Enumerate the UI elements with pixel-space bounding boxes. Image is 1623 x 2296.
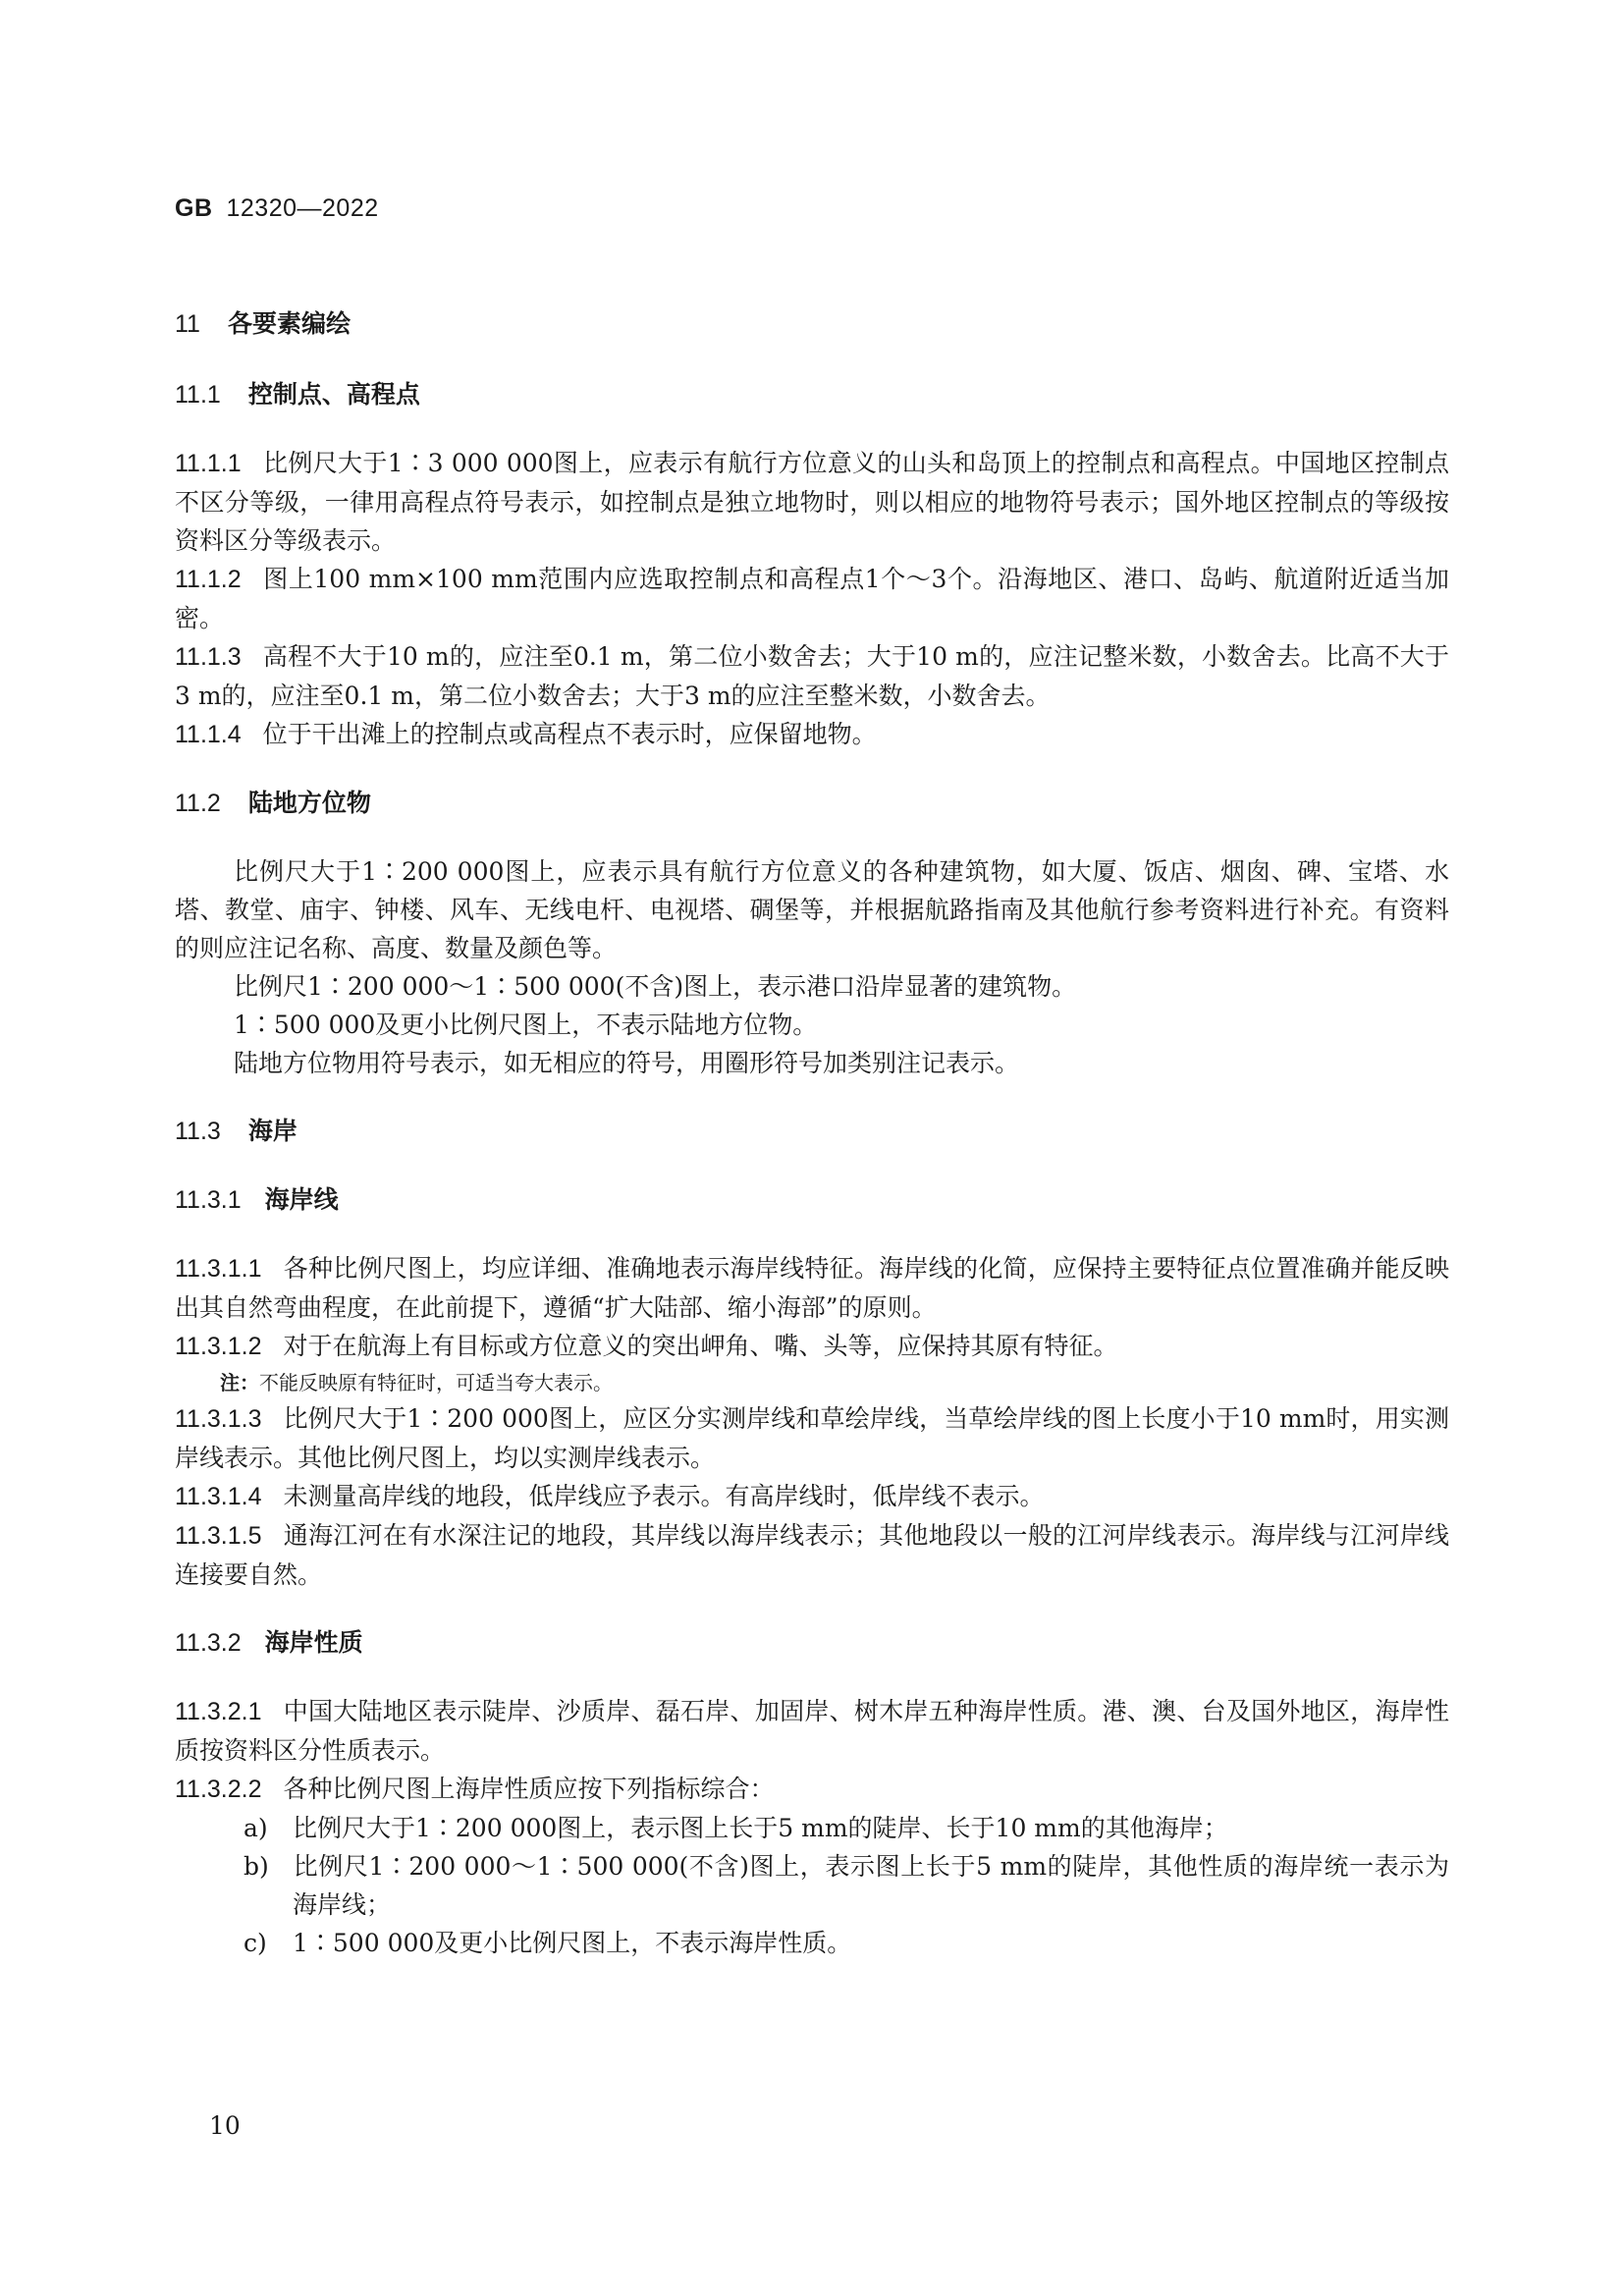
list-label: b)	[243, 1852, 269, 1881]
heading-number: 11.3	[175, 1118, 221, 1145]
clause-number: 11.3.1.2	[175, 1333, 262, 1360]
clause-11-1-2	[175, 560, 1449, 637]
clause-text: 位于干出滩上的控制点或高程点不表示时，应保留地物。	[262, 720, 877, 748]
section-title: 各要素编绘	[227, 309, 351, 338]
document-body	[175, 304, 1449, 1962]
list-text: 1∶500 000及更小比例尺图上，不表示海岸性质。	[293, 1929, 852, 1957]
heading-11-3	[175, 1112, 1449, 1147]
heading-title: 海岸性质	[264, 1628, 363, 1657]
clause-text: 比例尺大于1∶200 000图上，应区分实测岸线和草绘岸线，当草绘岸线的图上长度小于10 mm时，用实测岸线表示。其他比例尺图上，均以实测岸线表示。	[175, 1404, 1449, 1472]
clause-11-3-1-2	[175, 1327, 1449, 1366]
clause-text: 各种比例尺图上海岸性质应按下列指标综合：	[283, 1775, 775, 1803]
clause-number: 11.3.1.5	[175, 1522, 262, 1550]
heading-title: 控制点、高程点	[247, 380, 420, 409]
list-label: c)	[243, 1929, 267, 1957]
clause-text: 图上100 mm×100 mm范围内应选取控制点和高程点1个～3个。沿海地区、港口、岛屿、航道附近适当加密。	[175, 565, 1449, 632]
clause-11-3-2-1	[175, 1692, 1449, 1770]
document-id	[175, 194, 379, 223]
doc-number: 12320—2022	[226, 194, 379, 222]
heading-number: 11.2	[175, 790, 221, 817]
list-label: a)	[243, 1814, 268, 1842]
clause-text: 通海江河在有水深注记的地段，其岸线以海岸线表示；其他地段以一般的江河岸线表示。海岸线与江河岸线连接要自然。	[175, 1521, 1449, 1589]
clause-11-3-2-2	[175, 1770, 1449, 1809]
list-text: 比例尺1∶200 000～1∶500 000(不含)图上，表示图上长于5 mm的陡岸，其他性质的海岸统一表示为海岸线；	[293, 1852, 1449, 1919]
note-label: 注：	[220, 1371, 259, 1394]
heading-number: 11.3.2	[175, 1629, 242, 1657]
heading-title: 海岸线	[264, 1185, 339, 1214]
clause-number: 11.3.1.4	[175, 1483, 262, 1510]
list-text: 比例尺大于1∶200 000图上，表示图上长于5 mm的陡岸、长于10 mm的其他海岸；	[293, 1814, 1228, 1842]
clause-11-3-1-1	[175, 1249, 1449, 1327]
clause-11-3-1-3	[175, 1399, 1449, 1477]
list-item	[175, 1809, 1449, 1847]
clause-text: 未测量高岸线的地段，低岸线应予表示。有高岸线时，低岸线不表示。	[283, 1482, 1045, 1510]
paragraph: 陆地方位物用符号表示，如无相应的符号，用圈形符号加类别注记表示。	[234, 1049, 1020, 1077]
heading-11-3-1	[175, 1180, 1449, 1216]
heading-11-1	[175, 375, 1449, 410]
paragraph: 比例尺1∶200 000～1∶500 000(不含)图上，表示港口沿岸显著的建筑物。	[234, 972, 1077, 1001]
heading-number: 11.3.1	[175, 1186, 242, 1214]
heading-number: 11.1	[175, 381, 221, 409]
note-text: 不能反映原有特征时，可适当夸大表示。	[259, 1371, 613, 1394]
section-heading-11	[175, 304, 1449, 340]
clause-number: 11.1.4	[175, 721, 242, 748]
doc-prefix: GB	[175, 194, 213, 222]
list-item	[175, 1924, 1449, 1962]
note	[175, 1366, 1449, 1399]
clause-text: 中国大陆地区表示陡岸、沙质岸、磊石岸、加固岸、树木岸五种海岸性质。港、澳、台及国外地区，海岸性质按资料区分性质表示。	[175, 1697, 1449, 1765]
heading-11-2	[175, 784, 1449, 819]
clause-text: 各种比例尺图上，均应详细、准确地表示海岸线特征。海岸线的化简，应保持主要特征点位置准确并能反映出其自然弯曲程度，在此前提下，遵循“扩大陆部、缩小海部”的原则。	[175, 1254, 1449, 1322]
heading-11-3-2	[175, 1623, 1449, 1659]
clause-number: 11.3.2.1	[175, 1698, 262, 1725]
clause-number: 11.3.1.1	[175, 1255, 262, 1283]
clause-number: 11.3.1.3	[175, 1405, 262, 1433]
paragraph: 1∶500 000及更小比例尺图上，不表示陆地方位物。	[234, 1011, 818, 1039]
clause-11-1-1	[175, 444, 1449, 560]
clause-11-3-1-5	[175, 1516, 1449, 1594]
clause-11-1-3	[175, 637, 1449, 715]
clause-number: 11.1.2	[175, 566, 242, 593]
clause-number: 11.1.1	[175, 450, 242, 477]
heading-title: 海岸	[247, 1117, 298, 1145]
paragraph: 比例尺大于1∶200 000图上，应表示具有航行方位意义的各种建筑物，如大厦、饭店、烟囱、碑、宝塔、水塔、教堂、庙宇、钟楼、风车、无线电杆、电视塔、碉堡等，并根据航路指南及其他航行参考资料进行补充。有资料的则应注记名称、高度、数量及颜色等。	[175, 857, 1449, 962]
heading-title: 陆地方位物	[247, 789, 371, 817]
clause-11-1-4	[175, 715, 1449, 754]
clause-number: 11.3.2.2	[175, 1776, 262, 1803]
page-number: 10	[209, 2111, 241, 2140]
clause-text: 高程不大于10 m的，应注至0.1 m，第二位小数舍去；大于10 m的，应注记整米数，小数舍去。比高不大于3 m的，应注至0.1 m，第二位小数舍去；大于3 m的应注至整米数，小数舍去。	[175, 642, 1449, 710]
clause-11-3-1-4	[175, 1477, 1449, 1516]
clause-text: 对于在航海上有目标或方位意义的突出岬角、嘴、头等，应保持其原有特征。	[283, 1332, 1118, 1360]
section-number: 11	[175, 310, 200, 338]
clause-number: 11.1.3	[175, 643, 242, 671]
list-item	[175, 1847, 1449, 1924]
clause-text: 比例尺大于1∶3 000 000图上，应表示有航行方位意义的山头和岛顶上的控制点和高程点。中国地区控制点不区分等级，一律用高程点符号表示，如控制点是独立地物时，则以相应的地物符号表示；国外地区控制点的等级按资料区分等级表示。	[175, 449, 1449, 555]
